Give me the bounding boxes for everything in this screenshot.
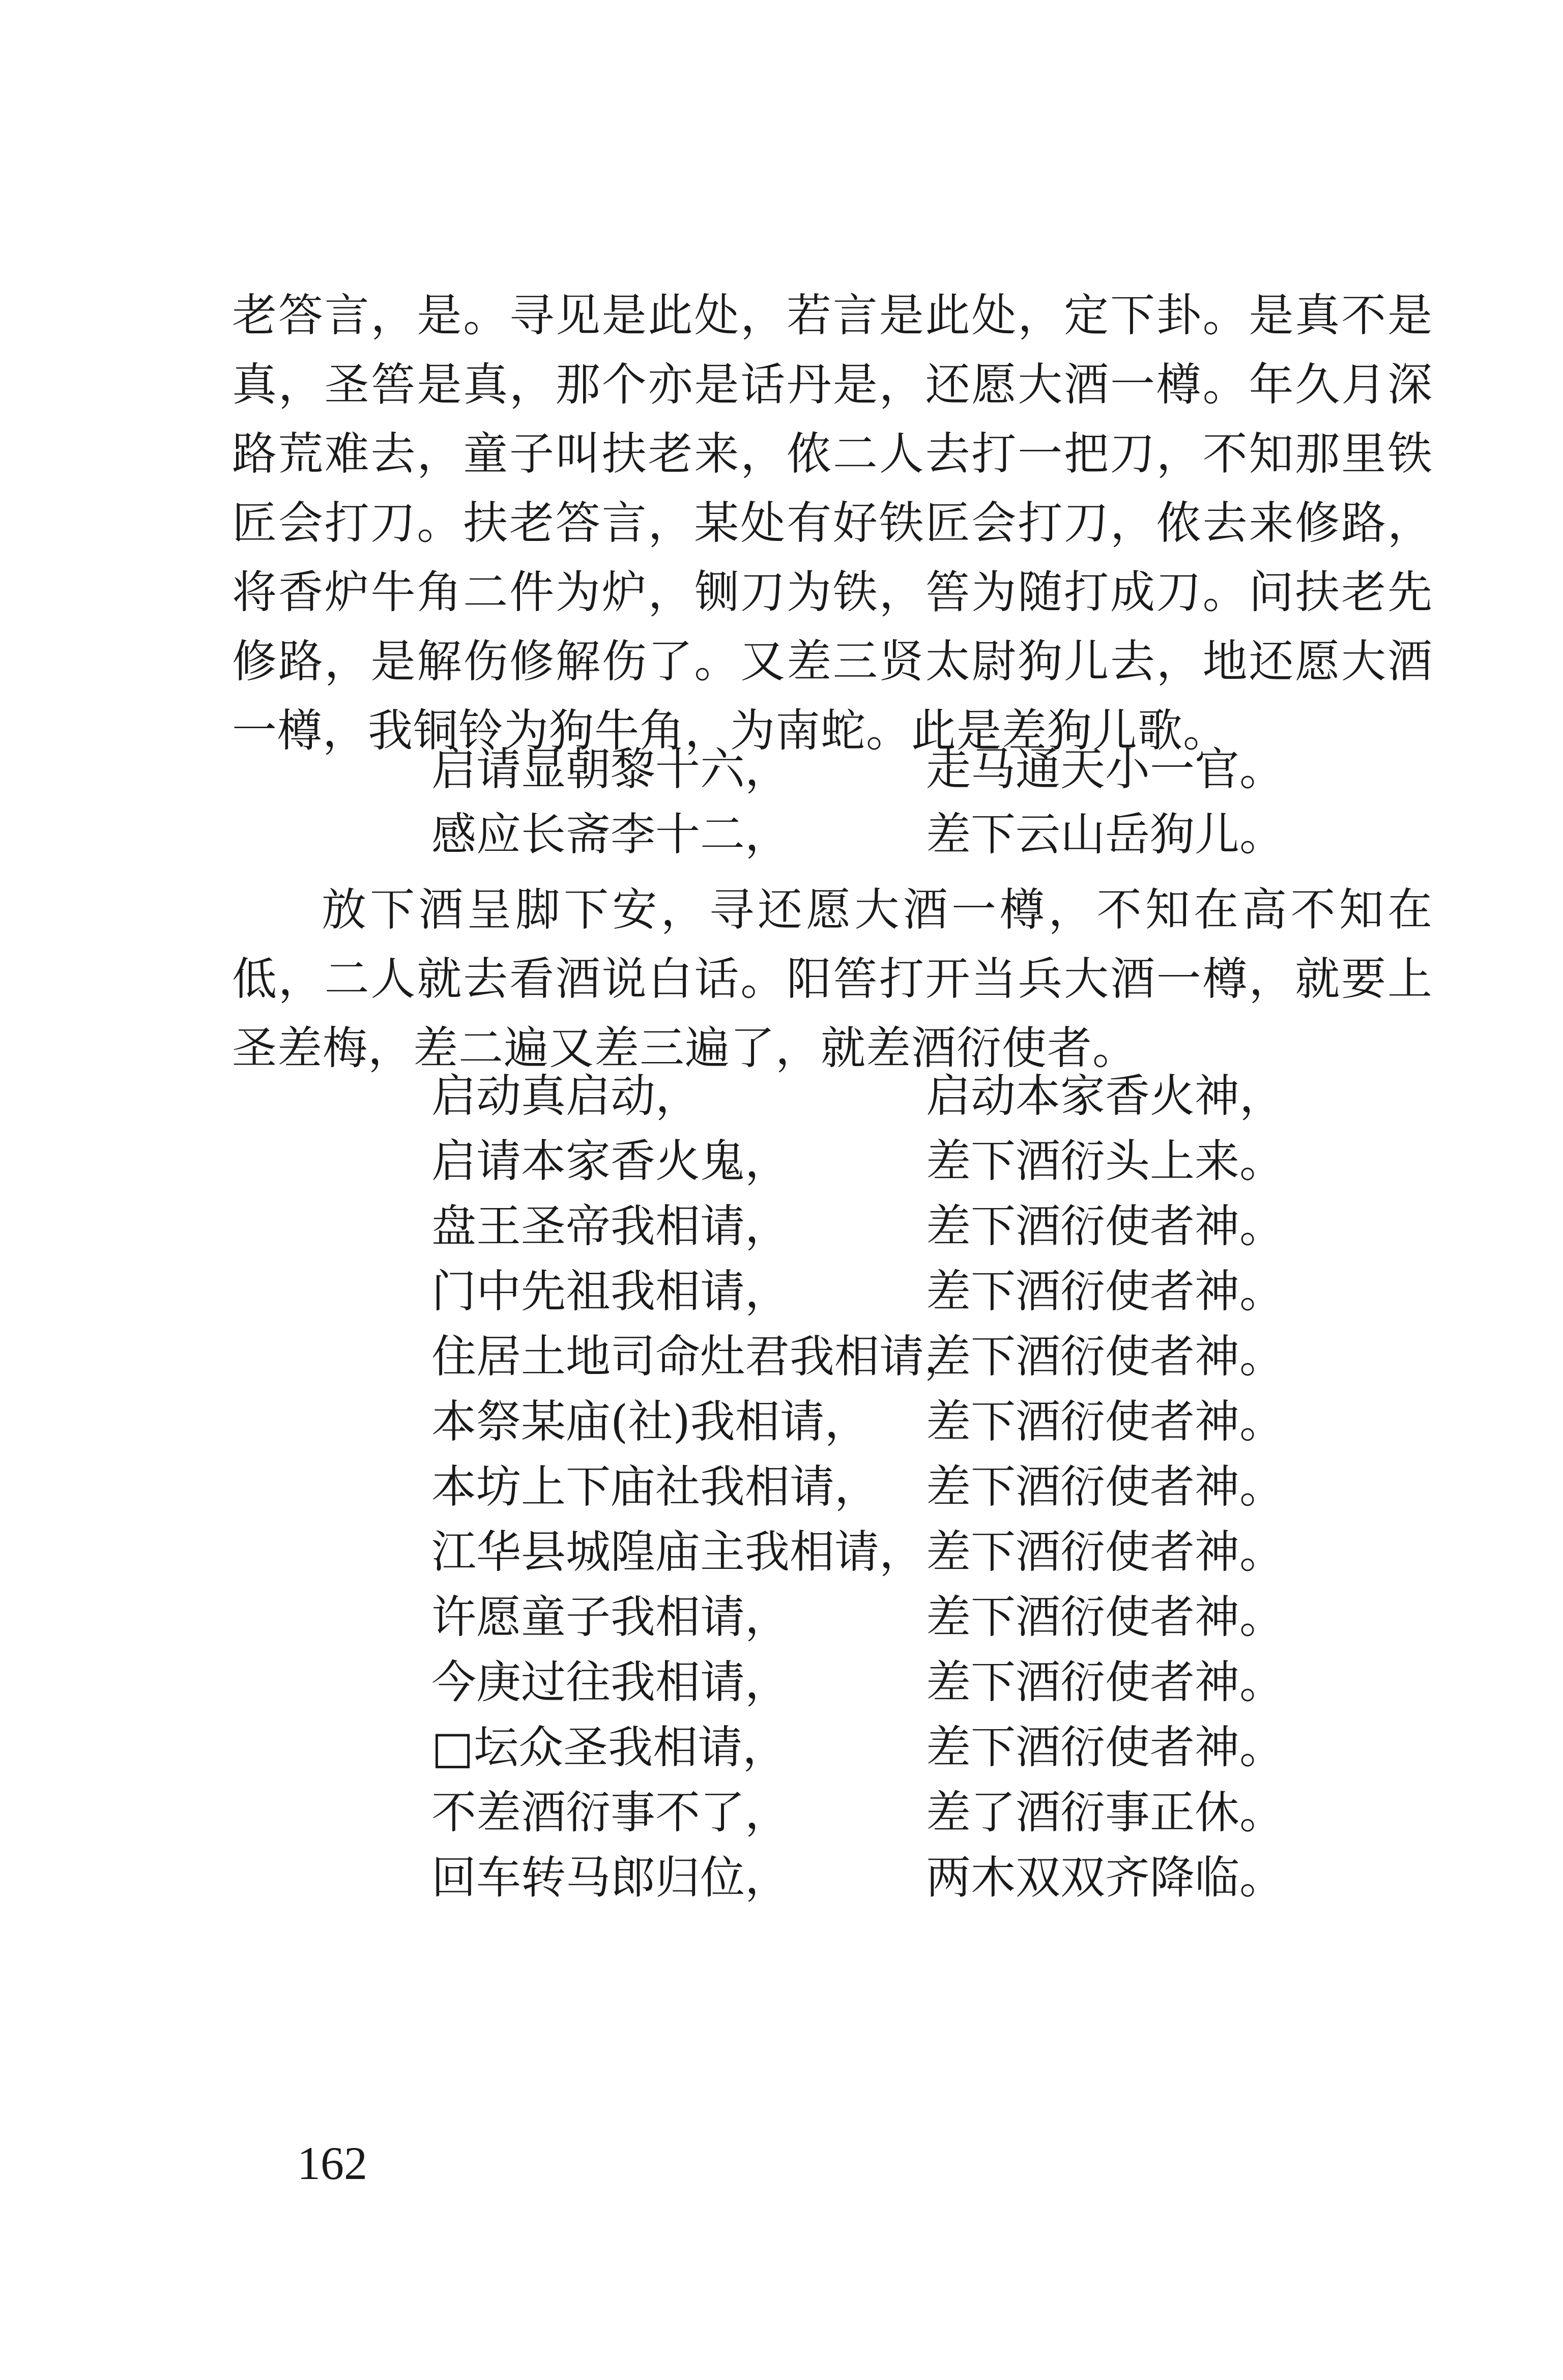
verse-line-second-half: 两木双双齐降临。 (926, 1851, 1285, 1904)
verse-line-first-half: 启动真启动， (431, 1070, 701, 1122)
verse-line-first-half: 感应长斋李十二， (431, 808, 790, 861)
verse-line (431, 743, 1449, 812)
verse-line-second-half: 差下酒衍使者神。 (926, 1200, 1285, 1252)
verse-line-second-half: 差了酒衍事正休。 (926, 1786, 1285, 1839)
paragraph-1: 老答言，是。寻见是此处，若言是此处，定下卦。是真不是真，圣筶是真，那个亦是话丹是，还愿大酒一樽。年久月深路荒难去，童子叫扶老来，侬二人去打一把刀，不知那里铁匠会打刀。扶老答言，某处有好铁匠会打刀，侬去来修路，将香炉牛角二件为炉，铡刀为铁，筶为随打成刀。问扶老先修路，是解伤修解伤了。又差三贤太尉狗儿去，地还愿大酒一樽，我铜铃为狗牛角，为南蛇。此是差狗儿歌。 (232, 289, 1433, 757)
verse-line-first-half: 不差酒衍事不了， (431, 1786, 790, 1839)
verse-line-second-half: 差下酒衍使者神。 (926, 1330, 1285, 1383)
verse-line (431, 1591, 1449, 1660)
page-number: 162 (297, 2137, 367, 2189)
verse-line (431, 1721, 1449, 1790)
verse-line-first-half: 盘王圣帝我相请， (431, 1200, 790, 1252)
verse-line-first-half: 许愿童子我相请， (431, 1591, 790, 1643)
verse-line-second-half: 差下云山岳狗儿。 (926, 808, 1285, 861)
verse-line-second-half: 差下酒衍使者神。 (926, 1395, 1285, 1448)
verse-line (431, 1135, 1449, 1204)
verse-line (431, 1851, 1449, 1920)
verse-line-second-half: 差下酒衍使者神。 (926, 1656, 1285, 1708)
verse-line-first-half: 本祭某庙(社)我相请， (431, 1395, 870, 1448)
paragraph-2: 放下酒呈脚下安，寻还愿大酒一樽，不知在高不知在低，二人就去看酒说白话。阳筶打开当兵大酒一樽，就要上圣差梅，差二遍又差三遍了，就差酒衍使者。 (232, 883, 1433, 1074)
verse-line (431, 1656, 1449, 1725)
verse-line-first-half: 门中先祖我相请， (431, 1265, 790, 1317)
verse-line (431, 1200, 1449, 1269)
verse-line-first-half: 本坊上下庙社我相请， (431, 1460, 880, 1513)
verse-line-second-half: 差下酒衍使者神。 (926, 1591, 1285, 1643)
verse-line-second-half: 走马通天小一官。 (926, 743, 1285, 795)
verse-line (431, 1395, 1449, 1465)
verse-line-second-half: 差下酒衍使者神。 (926, 1265, 1285, 1317)
verse-line-second-half: 差下酒衍使者神。 (926, 1460, 1285, 1513)
verse-line (431, 1265, 1449, 1334)
verse-line (431, 1786, 1449, 1855)
verse-line-second-half: 差下酒衍使者神。 (926, 1526, 1285, 1578)
verse-line-second-half: 差下酒衍使者神。 (926, 1721, 1285, 1773)
verse-line-first-half: □坛众圣我相请， (431, 1721, 788, 1773)
verse-line (431, 1070, 1449, 1139)
verse-line-first-half: 启请显朝黎十六， (431, 743, 790, 795)
verse-line-first-half: 启请本家香火鬼， (431, 1135, 790, 1187)
verse-line (431, 808, 1449, 877)
verse-line-second-half: 启动本家香火神， (926, 1070, 1285, 1122)
verse-line-first-half: 今庚过往我相请， (431, 1656, 790, 1708)
verse-line (431, 1526, 1449, 1595)
verse-line-first-half: 江华县城隍庙主我相请， (431, 1526, 924, 1578)
verse-line (431, 1330, 1449, 1399)
verse-line (431, 1460, 1449, 1530)
verse-line-first-half: 回车转马郎归位， (431, 1851, 790, 1904)
verse-line-first-half: 住居土地司命灶君我相请， (431, 1330, 969, 1383)
verse-line-second-half: 差下酒衍头上来。 (926, 1135, 1285, 1187)
